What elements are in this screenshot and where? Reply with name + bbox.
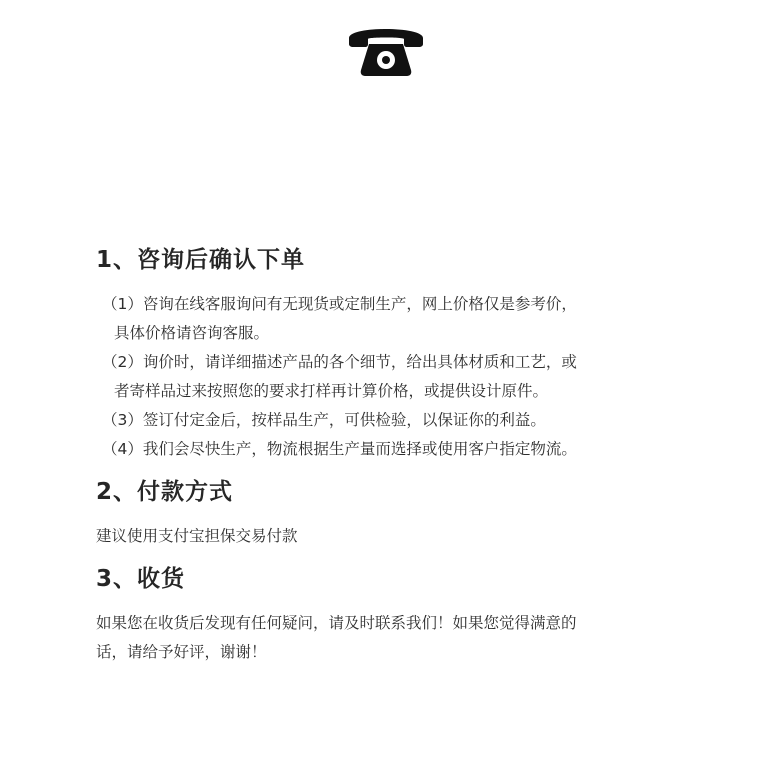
payment-text: 建议使用支付宝担保交易付款 <box>96 527 298 545</box>
step-2-line-2: 者寄样品过来按照您的要求打样再计算价格，或提供设计原件。 <box>114 382 549 400</box>
section-title-order: 1、咨询后确认下单 <box>96 247 306 273</box>
step-3-line-1: （3）签订付定金后，按样品生产，可供检验，以保证你的利益。 <box>102 411 546 429</box>
step-2-line-1: （2）询价时，请详细描述产品的各个细节，给出具体材质和工艺，或 <box>102 353 577 371</box>
telephone-icon <box>347 22 425 78</box>
delivery-text-line-2: 话，请给予好评，谢谢！ <box>96 643 267 661</box>
delivery-text-line-1: 如果您在收货后发现有任何疑问，请及时联系我们！如果您觉得满意的 <box>96 614 577 632</box>
step-1-line-1: （1）咨询在线客服询问有无现货或定制生产，网上价格仅是参考价， <box>102 295 577 313</box>
order-steps-list <box>96 290 696 464</box>
step-1-line-2: 具体价格请咨询客服。 <box>114 324 270 342</box>
section-title-payment: 2、付款方式 <box>96 479 234 505</box>
section-title-delivery: 3、收货 <box>96 566 186 592</box>
main-content <box>96 240 696 667</box>
step-4-line-1: （4）我们会尽快生产，物流根据生产量而选择或使用客户指定物流。 <box>102 440 577 458</box>
